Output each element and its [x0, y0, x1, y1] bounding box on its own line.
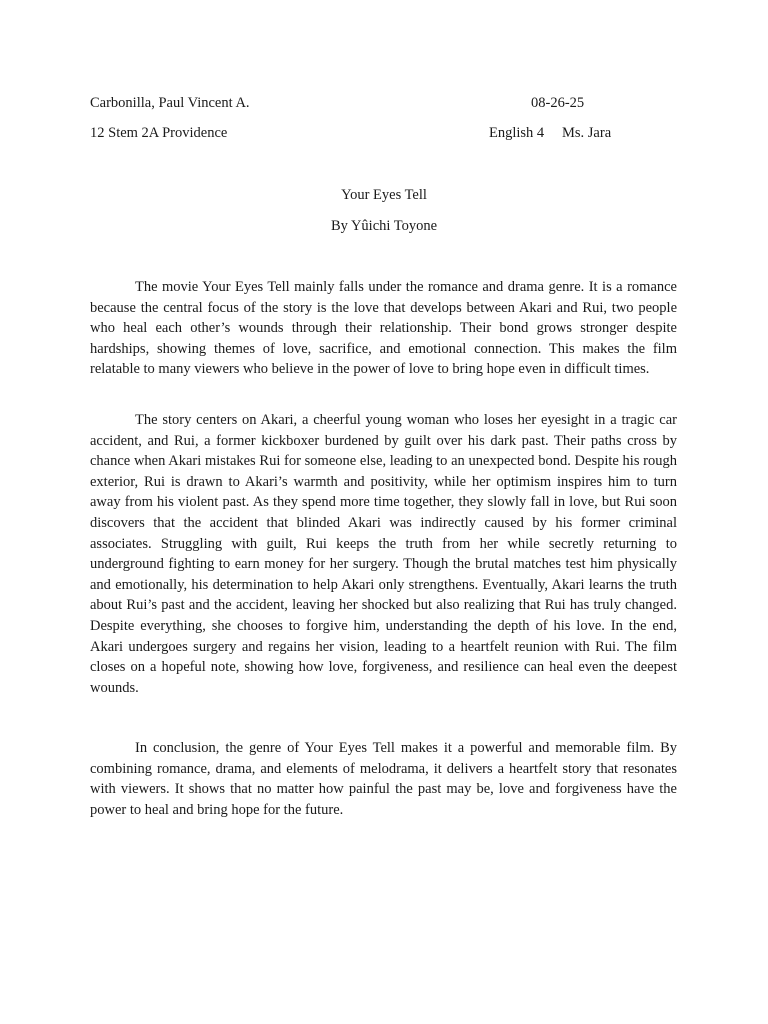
date: 08-26-25: [531, 95, 585, 111]
paragraph-genre: The movie Your Eyes Tell mainly falls under the romance and drama genre. It is a romance because the central focus of the story is the love that develops between Akari and Rui, two people who heal each other’s wounds through their relationship. Their bond grows stronger despite hardships, showing themes of love, sacrifice, and emotional connection. This makes the film relatable to many viewers who believe in the power of love to bring hope even in difficult times.: [90, 279, 677, 378]
teacher: Ms. Jara: [562, 125, 612, 141]
section: 12 Stem 2A Providence: [90, 125, 228, 141]
document-byline: By Yûichi Toyone: [330, 218, 438, 234]
paragraph-story: The story centers on Akari, a cheerful young woman who loses her eyesight in a tragic car accident, and Rui, a former kickboxer burdened by guilt over his dark past. Their paths cross by chance when Akari mistakes Rui for someone else, leading to an unexpected bond. Despite his rough exterior, Rui is drawn to Akari’s warmth and positivity, while her optimism inspires him to turn away from his violent past. As they spend more time together, they slowly fall in love, but Rui soon discovers that the accident that blinded Akari was indirectly caused by his former criminal associates. Struggling with guilt, Rui keeps the truth from her while secretly returning to underground fighting to earn money for her surgery. Though the brutal matches test him physically and emotionally, his determination to help Akari only strengthens. Eventually, Akari learns the truth about Rui’s past and the accident, leaving her shocked but also realizing that Rui has truly changed. Despite everything, she chooses to forgive him, understanding the depth of his love. In the end, Akari undergoes surgery and regains her vision, leading to a heartfelt reunion with Rui. The film closes on a hopeful note, showing how love, forgiveness, and resilience can heal even the deepest wounds.: [90, 412, 677, 696]
subject: English 4: [489, 125, 545, 141]
paragraph-conclusion: In conclusion, the genre of Your Eyes Tell makes it a powerful and memorable film. By combining romance, drama, and elements of melodrama, it delivers a heartfelt story that resonates with viewers. It shows that no matter how painful the past may be, love and forgiveness have the power to heal and bring hope for the future.: [90, 740, 677, 818]
student-name: Carbonilla, Paul Vincent A.: [90, 95, 250, 111]
document-title: Your Eyes Tell: [341, 187, 427, 203]
